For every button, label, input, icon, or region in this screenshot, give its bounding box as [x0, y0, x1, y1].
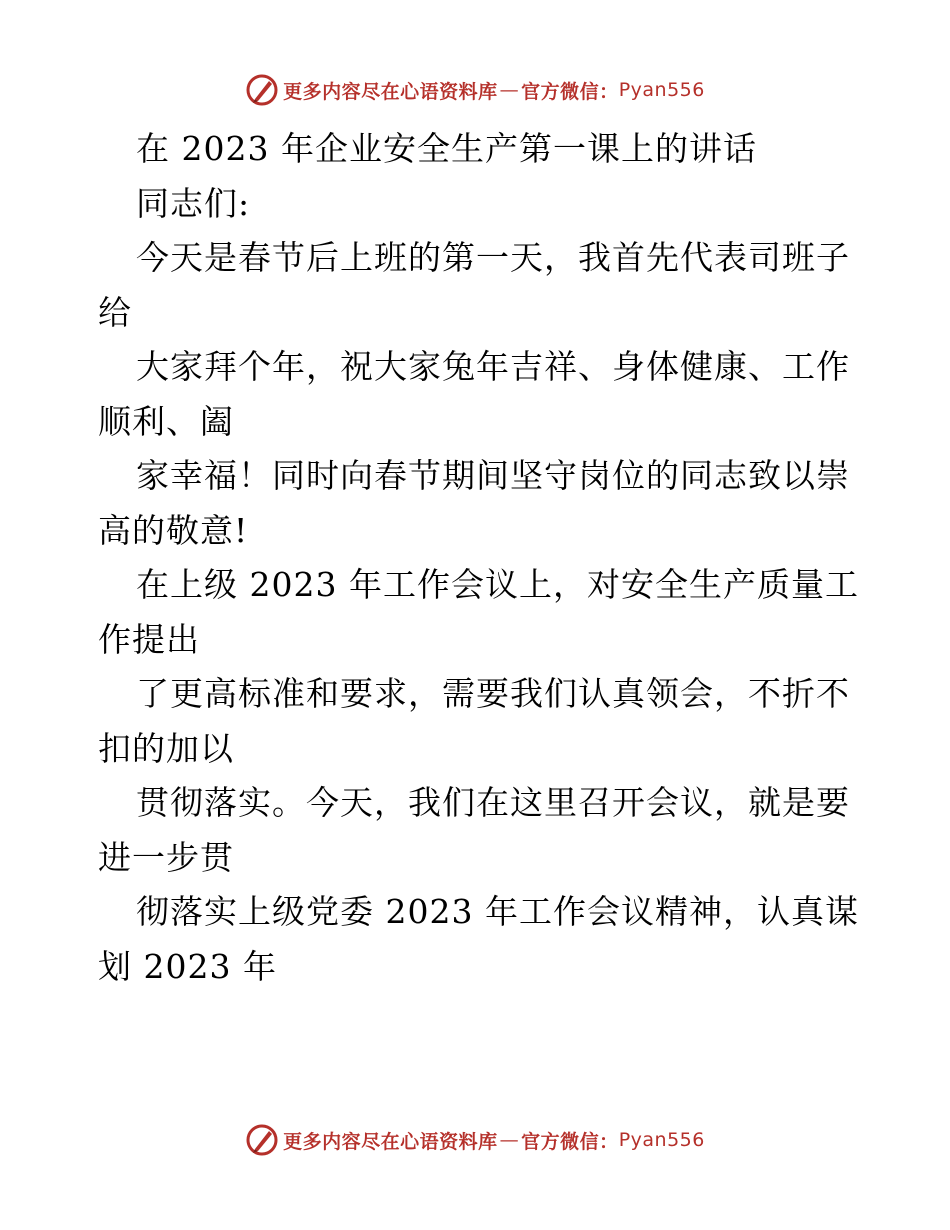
banner-wechat-label: 官方微信：: [521, 1130, 619, 1153]
pen-logo-icon: [245, 73, 279, 107]
doc-line: 了更高标准和要求，需要我们认真领会，不折不: [136, 674, 850, 713]
doc-line: 大家拜个年，祝大家兔年吉祥、身体健康、工作: [136, 347, 850, 386]
banner-text: 更多内容尽在心语资料库: [283, 80, 498, 103]
banner-text: 更多内容尽在心语资料库: [283, 1130, 498, 1153]
footer-banner: [0, 1120, 950, 1160]
doc-line: 同志们:: [136, 183, 251, 223]
banner-dash: —: [499, 1129, 520, 1151]
document-body: [98, 122, 858, 994]
doc-line: 扣的加以: [98, 728, 234, 768]
banner-wechat-label: 官方微信：: [521, 80, 619, 103]
doc-line: 划 2023 年: [98, 946, 277, 986]
doc-line: 作提出: [98, 619, 200, 659]
banner-wechat-id: Pyan556: [618, 79, 705, 101]
pen-logo-icon: [245, 1123, 279, 1157]
doc-line: 家幸福！同时向春节期间坚守岗位的同志致以崇: [136, 456, 850, 495]
doc-line: 在 2023 年企业安全生产第一课上的讲话: [136, 129, 757, 168]
banner-dash: —: [499, 79, 520, 101]
doc-line: 在上级 2023 年工作会议上，对安全生产质量工: [136, 565, 859, 604]
doc-line: 进一步贯: [98, 837, 234, 877]
doc-line: 彻落实上级党委 2023 年工作会议精神，认真谋: [136, 892, 859, 931]
header-banner: [0, 70, 950, 110]
doc-line: 高的敬意!: [98, 510, 249, 550]
doc-line: 贯彻落实。今天，我们在这里召开会议，就是要: [136, 783, 850, 822]
doc-line: 今天是春节后上班的第一天，我首先代表司班子: [136, 238, 850, 277]
banner-wechat-id: Pyan556: [618, 1129, 705, 1151]
doc-line: 给: [98, 292, 132, 332]
doc-line: 顺利、阖: [98, 401, 234, 441]
